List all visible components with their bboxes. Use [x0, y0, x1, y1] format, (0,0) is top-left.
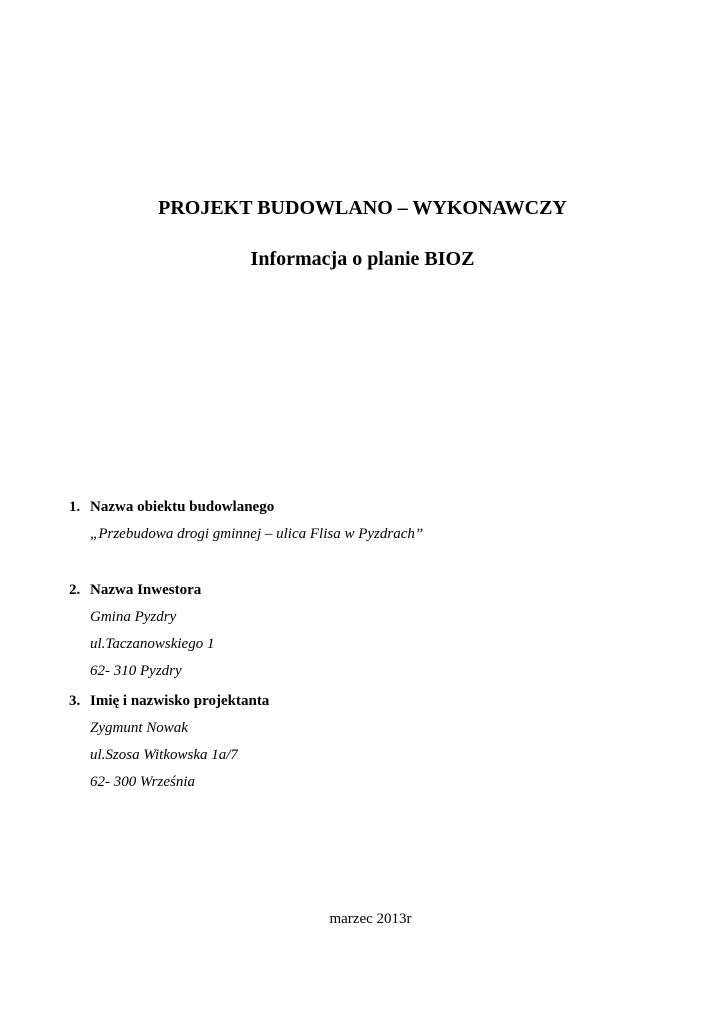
section-designer: [69, 691, 669, 792]
section-heading-text: Imię i nazwisko projektanta: [90, 693, 270, 709]
section-heading: [69, 497, 669, 517]
designer-street: ul.Szosa Witkowska 1a/7: [90, 747, 238, 763]
section-number: 1.: [69, 499, 81, 515]
section-number: 3.: [69, 693, 81, 709]
document-date-line: [0, 909, 725, 929]
section-investor: [69, 580, 669, 681]
document-title: PROJEKT BUDOWLANO – WYKONAWCZY: [158, 197, 567, 219]
document-date: marzec 2013r: [329, 911, 412, 927]
section-object-name: [69, 497, 669, 544]
investor-street: ul.Taczanowskiego 1: [90, 636, 215, 652]
document-subtitle: Informacja o planie BIOZ: [250, 248, 475, 270]
designer-city: 62- 300 Września: [90, 774, 195, 790]
section-number: 2.: [69, 582, 81, 598]
section-heading-text: Nazwa obiektu budowlanego: [90, 499, 275, 515]
investor-city: 62- 310 Pyzdry: [90, 663, 182, 679]
object-name-value: „Przebudowa drogi gminnej – ulica Flisa w Pyzdrach”: [90, 526, 424, 542]
section-heading: [69, 580, 669, 600]
investor-name: Gmina Pyzdry: [90, 609, 177, 625]
designer-name: Zygmunt Nowak: [90, 720, 188, 736]
section-heading: [69, 691, 669, 711]
section-heading-text: Nazwa Inwestora: [90, 582, 202, 598]
